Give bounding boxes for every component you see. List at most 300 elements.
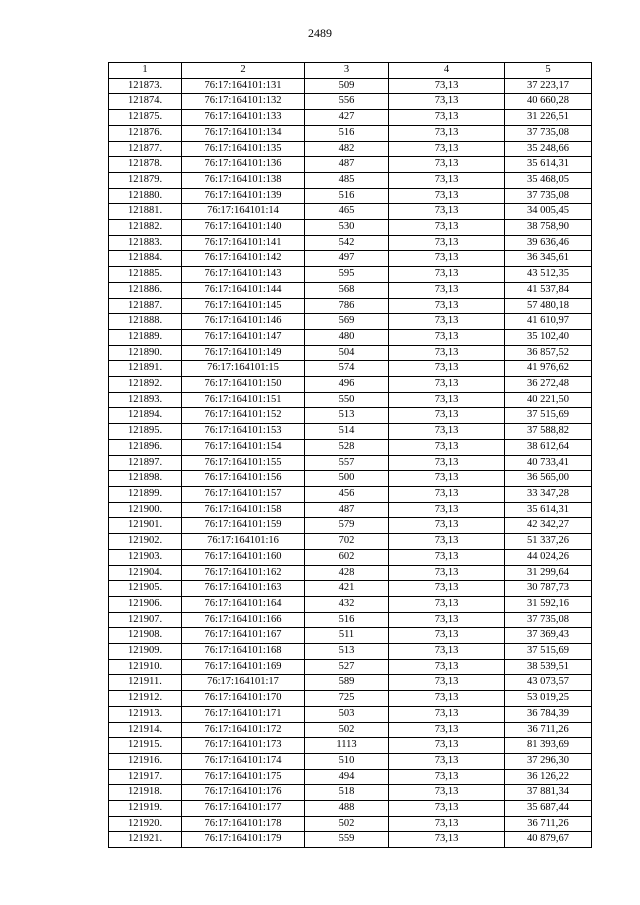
table-cell: 76:17:164101:169 [182,659,305,675]
table-cell: 76:17:164101:135 [182,141,305,157]
table-cell: 121878. [109,157,182,173]
table-cell: 121885. [109,267,182,283]
table-cell: 31 592,16 [505,596,592,612]
table-cell: 516 [305,612,389,628]
table-cell: 33 347,28 [505,486,592,502]
table-body [109,78,592,847]
table-row [109,706,592,722]
table-cell: 702 [305,534,389,550]
table-cell: 73,13 [389,377,505,393]
table-cell: 121889. [109,329,182,345]
table-cell: 494 [305,769,389,785]
table-cell: 76:17:164101:178 [182,816,305,832]
table-cell: 36 126,22 [505,769,592,785]
table-cell: 76:17:164101:150 [182,377,305,393]
table-cell: 456 [305,486,389,502]
table-cell: 73,13 [389,94,505,110]
table-cell: 121882. [109,220,182,236]
table-cell: 76:17:164101:147 [182,329,305,345]
table-row [109,298,592,314]
table-row [109,455,592,471]
table-row [109,392,592,408]
table-cell: 121894. [109,408,182,424]
table-cell: 35 468,05 [505,172,592,188]
table-cell: 73,13 [389,408,505,424]
table-row [109,769,592,785]
table-cell: 38 758,90 [505,220,592,236]
table-cell: 36 711,26 [505,722,592,738]
table-cell: 36 272,48 [505,377,592,393]
table-cell: 76:17:164101:163 [182,581,305,597]
table-cell: 73,13 [389,549,505,565]
table-row [109,785,592,801]
table-cell: 121893. [109,392,182,408]
table-cell: 488 [305,801,389,817]
table-cell: 73,13 [389,455,505,471]
table-cell: 76:17:164101:174 [182,753,305,769]
table-cell: 73,13 [389,785,505,801]
table-cell: 503 [305,706,389,722]
table-cell: 121902. [109,534,182,550]
table-cell: 480 [305,329,389,345]
table-cell: 556 [305,94,389,110]
table-cell: 569 [305,314,389,330]
table-cell: 121918. [109,785,182,801]
table-cell: 121873. [109,78,182,94]
table-cell: 40 733,41 [505,455,592,471]
table-cell: 73,13 [389,345,505,361]
table-cell: 121896. [109,439,182,455]
table-cell: 37 296,30 [505,753,592,769]
table-cell: 121886. [109,282,182,298]
table-cell: 73,13 [389,816,505,832]
table-cell: 37 881,34 [505,785,592,801]
table-cell: 574 [305,361,389,377]
table-row [109,251,592,267]
table-cell: 73,13 [389,110,505,126]
table-cell: 121919. [109,801,182,817]
table-cell: 73,13 [389,235,505,251]
table-cell: 73,13 [389,722,505,738]
table-cell: 76:17:164101:167 [182,628,305,644]
table-cell: 76:17:164101:171 [182,706,305,722]
table-cell: 602 [305,549,389,565]
table-cell: 76:17:164101:179 [182,832,305,848]
table-cell: 73,13 [389,267,505,283]
table-cell: 51 337,26 [505,534,592,550]
table-cell: 37 588,82 [505,424,592,440]
table-row [109,172,592,188]
table-row [109,361,592,377]
table-cell: 121914. [109,722,182,738]
table-row [109,581,592,597]
table-cell: 73,13 [389,361,505,377]
table-row [109,110,592,126]
table-cell: 496 [305,377,389,393]
table-cell: 76:17:164101:17 [182,675,305,691]
table-cell: 73,13 [389,204,505,220]
table-cell: 73,13 [389,565,505,581]
table-cell: 121877. [109,141,182,157]
table-cell: 76:17:164101:151 [182,392,305,408]
table-cell: 121899. [109,486,182,502]
table-cell: 73,13 [389,612,505,628]
table-cell: 121875. [109,110,182,126]
table-cell: 465 [305,204,389,220]
column-header: 2 [182,63,305,79]
column-header: 4 [389,63,505,79]
table-row [109,267,592,283]
table-cell: 42 342,27 [505,518,592,534]
table-row [109,628,592,644]
table-row [109,738,592,754]
table-cell: 121895. [109,424,182,440]
table-cell: 73,13 [389,801,505,817]
table-cell: 559 [305,832,389,848]
table-cell: 37 735,08 [505,125,592,141]
table-cell: 31 299,64 [505,565,592,581]
table-cell: 34 005,45 [505,204,592,220]
table-cell: 73,13 [389,502,505,518]
table-cell: 73,13 [389,706,505,722]
table-cell: 73,13 [389,691,505,707]
table-cell: 121900. [109,502,182,518]
table-cell: 76:17:164101:149 [182,345,305,361]
table-row [109,439,592,455]
table-cell: 76:17:164101:162 [182,565,305,581]
table-cell: 527 [305,659,389,675]
table-cell: 73,13 [389,753,505,769]
table-cell: 73,13 [389,471,505,487]
table-cell: 40 660,28 [505,94,592,110]
table-cell: 121913. [109,706,182,722]
table-cell: 121880. [109,188,182,204]
table-cell: 73,13 [389,172,505,188]
table-row [109,659,592,675]
table-cell: 76:17:164101:134 [182,125,305,141]
table-cell: 121909. [109,644,182,660]
table-cell: 432 [305,596,389,612]
table-row [109,534,592,550]
table-cell: 73,13 [389,581,505,597]
table-cell: 73,13 [389,644,505,660]
table-row [109,753,592,769]
table-cell: 428 [305,565,389,581]
table-cell: 76:17:164101:170 [182,691,305,707]
table-cell: 43 073,57 [505,675,592,691]
table-cell: 509 [305,78,389,94]
table-cell: 37 223,17 [505,78,592,94]
table-cell: 76:17:164101:152 [182,408,305,424]
table-cell: 121881. [109,204,182,220]
table-cell: 528 [305,439,389,455]
table-row [109,801,592,817]
table-row [109,486,592,502]
table-cell: 510 [305,753,389,769]
table-row [109,408,592,424]
column-header: 3 [305,63,389,79]
table-row [109,565,592,581]
table-cell: 39 636,46 [505,235,592,251]
table-cell: 516 [305,125,389,141]
table-cell: 35 614,31 [505,502,592,518]
table-cell: 36 345,61 [505,251,592,267]
table-cell: 73,13 [389,141,505,157]
table-header-row [109,63,592,79]
table-cell: 76:17:164101:154 [182,439,305,455]
table-cell: 502 [305,722,389,738]
table-cell: 73,13 [389,675,505,691]
table-cell: 121897. [109,455,182,471]
table-cell: 73,13 [389,282,505,298]
table-cell: 504 [305,345,389,361]
table-cell: 73,13 [389,314,505,330]
table-cell: 121910. [109,659,182,675]
table-cell: 427 [305,110,389,126]
table-cell: 41 610,97 [505,314,592,330]
table-row [109,832,592,848]
table-cell: 121911. [109,675,182,691]
table-cell: 121898. [109,471,182,487]
table-cell: 73,13 [389,659,505,675]
table-cell: 485 [305,172,389,188]
table-cell: 121904. [109,565,182,581]
table-cell: 516 [305,188,389,204]
table-cell: 73,13 [389,769,505,785]
table-cell: 121883. [109,235,182,251]
table-cell: 81 393,69 [505,738,592,754]
table-cell: 41 976,62 [505,361,592,377]
table-cell: 121915. [109,738,182,754]
table-cell: 121921. [109,832,182,848]
table-cell: 73,13 [389,157,505,173]
table-row [109,675,592,691]
table-cell: 76:17:164101:160 [182,549,305,565]
table-cell: 121917. [109,769,182,785]
table-cell: 482 [305,141,389,157]
table-cell: 76:17:164101:157 [182,486,305,502]
table-cell: 786 [305,298,389,314]
table-cell: 76:17:164101:177 [182,801,305,817]
table-row [109,502,592,518]
table-cell: 35 614,31 [505,157,592,173]
table-cell: 40 879,67 [505,832,592,848]
table-cell: 76:17:164101:133 [182,110,305,126]
table-row [109,691,592,707]
table-cell: 76:17:164101:16 [182,534,305,550]
table-cell: 36 711,26 [505,816,592,832]
table-cell: 76:17:164101:139 [182,188,305,204]
table-cell: 73,13 [389,596,505,612]
table-cell: 73,13 [389,424,505,440]
table-cell: 73,13 [389,534,505,550]
table-cell: 76:17:164101:173 [182,738,305,754]
table-cell: 76:17:164101:153 [182,424,305,440]
table-cell: 589 [305,675,389,691]
table-row [109,235,592,251]
table-cell: 76:17:164101:166 [182,612,305,628]
table-row [109,377,592,393]
table-cell: 76:17:164101:136 [182,157,305,173]
table-cell: 73,13 [389,125,505,141]
table-cell: 37 735,08 [505,188,592,204]
table-cell: 557 [305,455,389,471]
table-cell: 121912. [109,691,182,707]
table-cell: 514 [305,424,389,440]
table-row [109,94,592,110]
table-cell: 35 102,40 [505,329,592,345]
table-cell: 73,13 [389,486,505,502]
table-row [109,125,592,141]
table-row [109,612,592,628]
table-cell: 37 515,69 [505,644,592,660]
table-cell: 121907. [109,612,182,628]
table-cell: 40 221,50 [505,392,592,408]
table-cell: 30 787,73 [505,581,592,597]
table-cell: 73,13 [389,439,505,455]
table-cell: 513 [305,644,389,660]
table-cell: 73,13 [389,188,505,204]
table-cell: 76:17:164101:14 [182,204,305,220]
table-cell: 36 857,52 [505,345,592,361]
table-cell: 76:17:164101:156 [182,471,305,487]
table-cell: 76:17:164101:176 [182,785,305,801]
table-row [109,78,592,94]
table-cell: 37 369,43 [505,628,592,644]
table-cell: 121916. [109,753,182,769]
table-cell: 76:17:164101:175 [182,769,305,785]
table-row [109,314,592,330]
table-cell: 121920. [109,816,182,832]
table-cell: 43 512,35 [505,267,592,283]
table-row [109,816,592,832]
table-cell: 500 [305,471,389,487]
table-cell: 421 [305,581,389,597]
table-cell: 73,13 [389,628,505,644]
table-cell: 511 [305,628,389,644]
table-cell: 76:17:164101:158 [182,502,305,518]
table-cell: 35 248,66 [505,141,592,157]
table-cell: 73,13 [389,738,505,754]
table-cell: 57 480,18 [505,298,592,314]
table-cell: 542 [305,235,389,251]
table-cell: 76:17:164101:132 [182,94,305,110]
table-cell: 76:17:164101:168 [182,644,305,660]
page-number: 2489 [308,26,332,40]
table-cell: 73,13 [389,329,505,345]
table-cell: 76:17:164101:159 [182,518,305,534]
table-cell: 76:17:164101:141 [182,235,305,251]
table-cell: 73,13 [389,78,505,94]
table-cell: 121901. [109,518,182,534]
table-row [109,157,592,173]
table-cell: 73,13 [389,251,505,267]
table-cell: 76:17:164101:144 [182,282,305,298]
table-cell: 502 [305,816,389,832]
table-cell: 497 [305,251,389,267]
table-cell: 121884. [109,251,182,267]
table-cell: 38 612,64 [505,439,592,455]
table-cell: 121876. [109,125,182,141]
table-cell: 518 [305,785,389,801]
table-cell: 76:17:164101:142 [182,251,305,267]
table-cell: 76:17:164101:131 [182,78,305,94]
table-cell: 73,13 [389,392,505,408]
table-cell: 76:17:164101:146 [182,314,305,330]
table-row [109,282,592,298]
table-cell: 579 [305,518,389,534]
table-cell: 725 [305,691,389,707]
table-cell: 121888. [109,314,182,330]
table-cell: 76:17:164101:15 [182,361,305,377]
table-cell: 41 537,84 [505,282,592,298]
table-cell: 121903. [109,549,182,565]
table-cell: 568 [305,282,389,298]
column-header: 1 [109,63,182,79]
table-row [109,471,592,487]
table-cell: 1113 [305,738,389,754]
table-cell: 73,13 [389,220,505,236]
table-row [109,220,592,236]
table-cell: 121887. [109,298,182,314]
data-table [108,62,592,848]
table-cell: 36 784,39 [505,706,592,722]
table-row [109,424,592,440]
table-cell: 73,13 [389,832,505,848]
table-row [109,329,592,345]
table-cell: 37 515,69 [505,408,592,424]
table-row [109,596,592,612]
table-cell: 73,13 [389,298,505,314]
table-row [109,188,592,204]
table-cell: 595 [305,267,389,283]
table-cell: 487 [305,157,389,173]
table-cell: 36 565,00 [505,471,592,487]
table-cell: 76:17:164101:172 [182,722,305,738]
table-cell: 121906. [109,596,182,612]
table-row [109,549,592,565]
table-cell: 38 539,51 [505,659,592,675]
table-cell: 550 [305,392,389,408]
table-row [109,644,592,660]
table-cell: 121890. [109,345,182,361]
table-cell: 44 024,26 [505,549,592,565]
table-cell: 121874. [109,94,182,110]
table-cell: 53 019,25 [505,691,592,707]
table-cell: 513 [305,408,389,424]
table-cell: 35 687,44 [505,801,592,817]
table-cell: 121891. [109,361,182,377]
table-cell: 37 735,08 [505,612,592,628]
table-cell: 76:17:164101:140 [182,220,305,236]
table-cell: 121892. [109,377,182,393]
table-cell: 487 [305,502,389,518]
table-cell: 76:17:164101:164 [182,596,305,612]
table-row [109,204,592,220]
column-header: 5 [505,63,592,79]
table-cell: 121905. [109,581,182,597]
table-cell: 76:17:164101:155 [182,455,305,471]
table-row [109,722,592,738]
table-row [109,345,592,361]
table-row [109,141,592,157]
table-cell: 73,13 [389,518,505,534]
table-cell: 31 226,51 [505,110,592,126]
table-cell: 76:17:164101:145 [182,298,305,314]
table-cell: 76:17:164101:143 [182,267,305,283]
table-row [109,518,592,534]
table-cell: 121879. [109,172,182,188]
